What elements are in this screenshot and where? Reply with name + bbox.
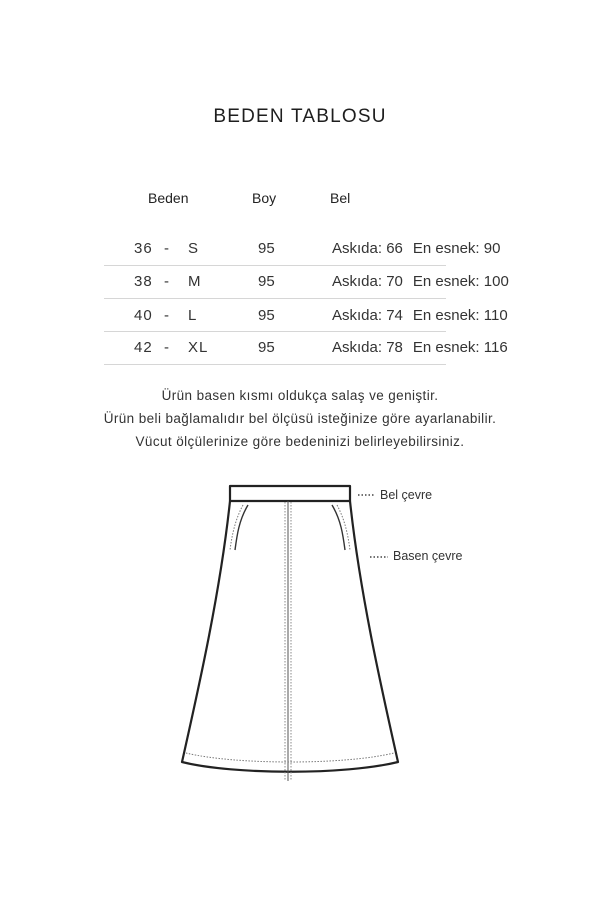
header-beden: Beden — [148, 190, 189, 206]
row-divider — [104, 298, 446, 299]
esnek-value: En esnek: 110 — [412, 307, 508, 324]
esnek-value: En esnek: 100 — [412, 273, 509, 290]
basen-callout: Basen çevre — [393, 549, 463, 563]
boy-value: 95 — [258, 307, 275, 324]
size-number: 38 — [134, 273, 153, 290]
askida-value: Askıda: 74 — [332, 307, 403, 324]
page-title: BEDEN TABLOSU — [213, 106, 387, 127]
size-dash: - — [164, 240, 170, 257]
size-dash: - — [164, 273, 170, 290]
size-dash: - — [164, 339, 170, 356]
esnek-value: En esnek: 90 — [412, 240, 501, 257]
size-number: 36 — [134, 240, 153, 257]
size-label: XL — [188, 339, 209, 356]
hem-stitch — [186, 753, 394, 762]
size-label: L — [188, 307, 198, 324]
boy-value: 95 — [258, 339, 275, 356]
left-pocket — [235, 505, 248, 550]
size-number: 42 — [134, 339, 153, 356]
bel-values — [332, 307, 508, 324]
right-pocket — [332, 505, 345, 550]
note-line: Ürün beli bağlamalıdır bel ölçüsü isteğinize göre ayarlanabilir. — [103, 411, 497, 426]
boy-value: 95 — [258, 240, 275, 257]
esnek-value: En esnek: 116 — [412, 339, 508, 356]
row-divider — [104, 364, 446, 365]
bel-values — [332, 339, 508, 356]
table-row — [0, 273, 600, 305]
askida-value: Askıda: 70 — [332, 273, 403, 290]
askida-value: Askıda: 78 — [332, 339, 403, 356]
size-dash: - — [164, 307, 170, 324]
note-line: Vücut ölçülerinize göre bedeninizi belirleyebilirsiniz. — [135, 434, 465, 449]
table-row — [0, 307, 600, 339]
header-boy: Boy — [252, 190, 277, 206]
note-line: Ürün basen kısmı oldukça salaş ve geniştir. — [161, 388, 439, 403]
skirt-body — [182, 501, 398, 772]
size-label: M — [188, 273, 202, 290]
size-label: S — [188, 240, 200, 257]
bel-values — [332, 273, 509, 290]
skirt-illustration — [175, 475, 405, 795]
boy-value: 95 — [258, 273, 275, 290]
row-divider — [104, 331, 446, 332]
table-row — [0, 240, 600, 272]
table-row — [0, 339, 600, 371]
header-bel: Bel — [330, 190, 351, 206]
row-divider — [104, 265, 446, 266]
bel-values — [332, 240, 500, 257]
bel-callout: Bel çevre — [380, 488, 433, 502]
askida-value: Askıda: 66 — [332, 240, 403, 257]
waistband — [230, 486, 350, 501]
size-number: 40 — [134, 307, 153, 324]
